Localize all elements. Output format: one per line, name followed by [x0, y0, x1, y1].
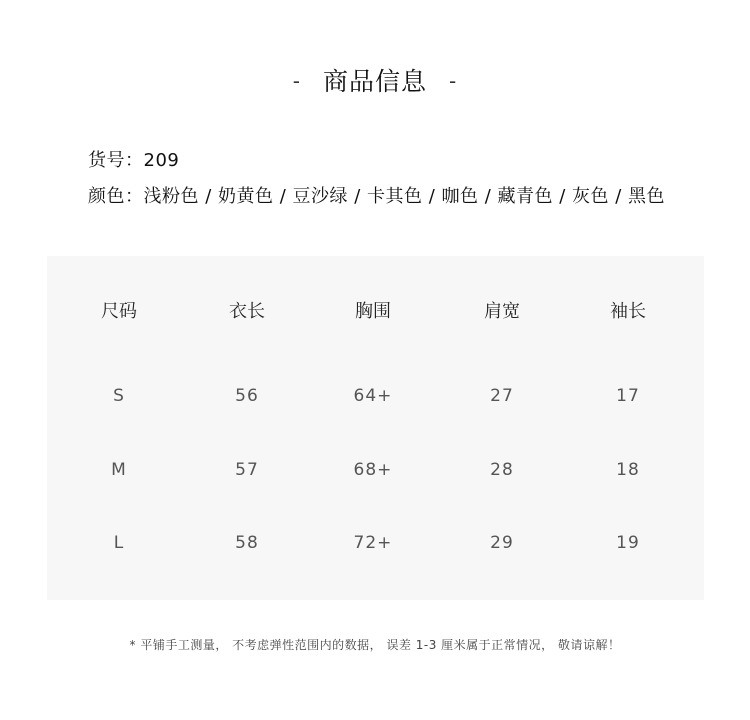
cell-size: M	[111, 460, 127, 480]
page-title	[0, 62, 750, 98]
header-size: 尺码	[101, 301, 137, 322]
cell-shoulder: 27	[490, 386, 514, 406]
table-header-row	[47, 297, 704, 327]
cell-size: S	[113, 386, 125, 406]
cell-sleeve: 18	[616, 460, 640, 480]
cell-sleeve: 17	[616, 386, 640, 406]
cell-length: 57	[235, 460, 259, 480]
sku-line: 货号：209	[88, 150, 180, 171]
cell-sleeve: 19	[616, 533, 640, 553]
colors-line: 颜色：浅粉色 / 奶黄色 / 豆沙绿 / 卡其色 / 咖色 / 藏青色 / 灰色 / 黑色	[88, 186, 666, 207]
cell-bust: 64+	[353, 386, 393, 406]
header-sleeve: 袖长	[610, 301, 646, 322]
cell-bust: 72+	[353, 533, 393, 553]
title-text: 商品信息	[322, 67, 427, 96]
measurement-footnote: * 平铺手工测量， 不考虑弹性范围内的数据， 误差 1-3 厘米属于正常情况， 敬请谅解！	[129, 638, 621, 652]
header-bust: 胸围	[355, 301, 391, 322]
size-table	[47, 256, 704, 600]
cell-size: L	[113, 533, 125, 553]
table-row	[47, 381, 704, 411]
cell-shoulder: 28	[490, 460, 514, 480]
cell-length: 58	[235, 533, 259, 553]
header-length: 衣长	[229, 301, 265, 322]
table-row	[47, 455, 704, 485]
cell-bust: 68+	[353, 460, 393, 480]
header-shoulder: 肩宽	[484, 301, 520, 322]
table-row	[47, 528, 704, 558]
title-right-dash: -	[449, 69, 458, 93]
title-left-dash: -	[292, 69, 301, 93]
cell-length: 56	[235, 386, 259, 406]
cell-shoulder: 29	[490, 533, 514, 553]
